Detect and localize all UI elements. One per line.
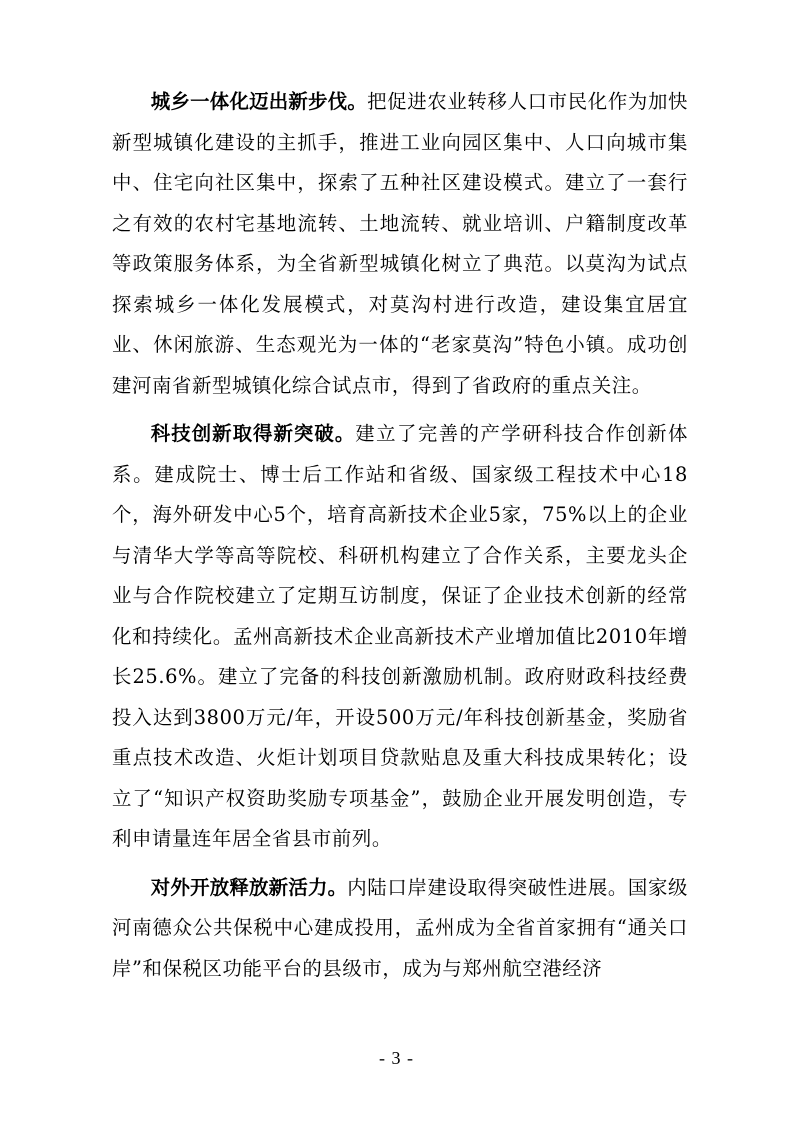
paragraph-text: 建立了完善的产学研科技合作创新体系。建成院士、博士后工作站和省级、国家级工程技术中心18个，海外研发中心5个，培育高新技术企业5家，75%以上的企业与清华大学等高等院校、科研机构建立了合作关系，主要龙头企业与合作院校建立了定期互访制度，保证了企业技术创新的经常化和持续化。孟州高新技术企业高新技术产业增加值比2010年增长25.6%。建立了完备的科技创新激励机制。政府财政科技经费投入达到3800万元/年，开设500万元/年科技创新基金，奖励省重点技术改造、火炬计划项目贷款贴息及重大科技成果转化；设立了“知识产权资助奖励专项基金”，鼓励企业开展发明创造，专利申请量连年居全省县市前列。 xyxy=(112,422,688,850)
paragraph-urban-rural xyxy=(112,82,688,406)
paragraph-opening-up xyxy=(112,868,688,990)
paragraph-text: 把促进农业转移人口市民化作为加快新型城镇化建设的主抓手，推进工业向园区集中、人口向城市集中、住宅向社区集中，探索了五种社区建设模式。建立了一套行之有效的农村宅基地流转、土地流转、就业培训、户籍制度改革等政策服务体系，为全省新型城镇化树立了典范。以莫沟为试点探索城乡一体化发展模式，对莫沟村进行改造，建设集宜居宜业、休闲旅游、生态观光为一体的“老家莫沟”特色小镇。成功创建河南省新型城镇化综合试点市，得到了省政府的重点关注。 xyxy=(112,90,688,397)
page-number: - 3 - xyxy=(379,1048,414,1068)
document-body xyxy=(112,82,688,997)
paragraph-heading: 城乡一体化迈出新步伐。 xyxy=(150,90,368,113)
paragraph-heading: 对外开放释放新活力。 xyxy=(150,875,348,899)
paragraph-heading: 科技创新取得新突破。 xyxy=(150,422,356,445)
paragraph-tech-innovation xyxy=(112,414,688,860)
paragraph-text: 内陆口岸建设取得突破性进展。国家级河南德众公共保税中心建成投用，孟州成为全省首家拥有“通关口岸”和保税区功能平台的县级市，成为与郑州航空港经济 xyxy=(112,875,688,980)
